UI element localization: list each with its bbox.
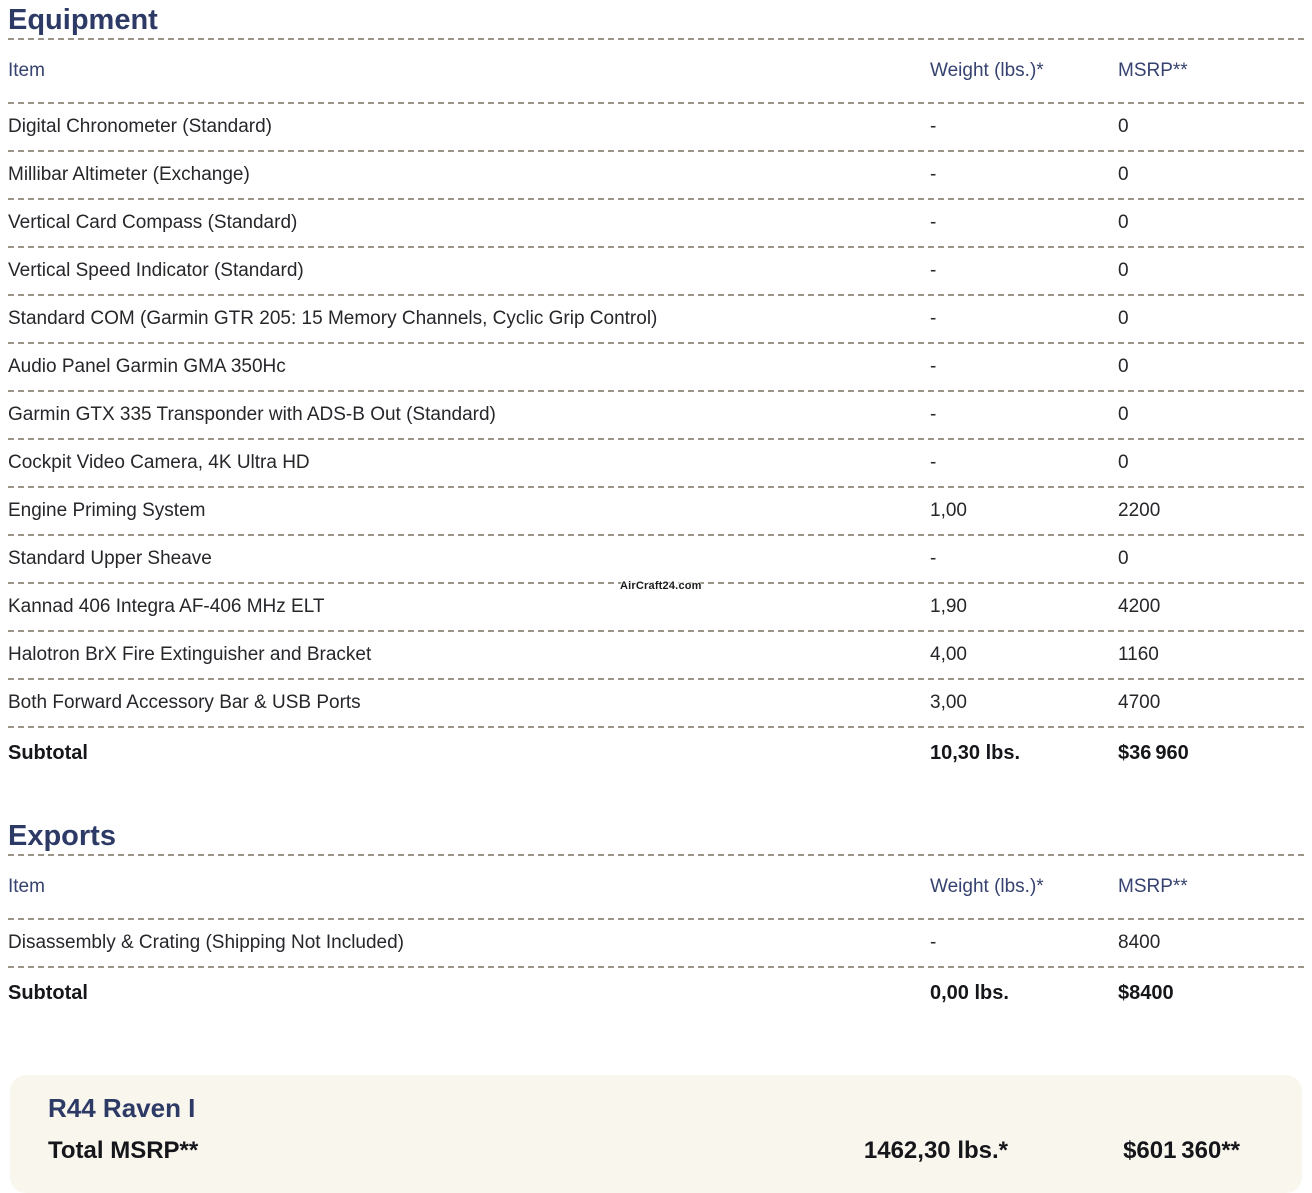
item-cell: Garmin GTX 335 Transponder with ADS-B Out (Standard)	[8, 404, 496, 425]
msrp-cell: 0	[1118, 164, 1129, 185]
equipment-subtotal-row	[8, 728, 1304, 778]
exports-table-header	[8, 856, 1304, 920]
subtotal-label: Subtotal	[8, 741, 88, 764]
item-cell: Vertical Speed Indicator (Standard)	[8, 260, 304, 281]
item-cell: Audio Panel Garmin GMA 350Hc	[8, 356, 286, 377]
msrp-cell: 0	[1118, 356, 1129, 377]
table-row	[8, 536, 1304, 584]
item-cell: Halotron BrX Fire Extinguisher and Bracket	[8, 644, 372, 665]
msrp-cell: 0	[1118, 452, 1129, 473]
weight-cell: 3,00	[930, 692, 967, 713]
item-cell: Engine Priming System	[8, 500, 206, 521]
weight-cell: -	[930, 404, 937, 425]
exports-subtotal-row	[8, 968, 1304, 1018]
weight-cell: -	[930, 932, 937, 953]
table-row	[8, 440, 1304, 488]
weight-cell: -	[930, 116, 937, 137]
total-weight-value: 1462,30 lbs.*	[863, 1137, 1008, 1164]
weight-cell: 4,00	[930, 644, 967, 665]
msrp-cell: 0	[1118, 116, 1129, 137]
msrp-cell: 8400	[1118, 932, 1161, 953]
subtotal-msrp: $8400	[1118, 981, 1174, 1004]
aircraft24-watermark: AirCraft24.com	[620, 580, 702, 592]
subtotal-msrp: $36 960	[1118, 741, 1189, 764]
column-header-msrp: MSRP**	[1118, 60, 1188, 81]
column-header-msrp: MSRP**	[1118, 876, 1188, 897]
exports-heading: Exports	[8, 816, 1304, 856]
weight-cell: 1,00	[930, 500, 967, 521]
table-row	[8, 152, 1304, 200]
table-row	[8, 920, 1304, 968]
table-row	[8, 200, 1304, 248]
item-cell: Millibar Altimeter (Exchange)	[8, 164, 250, 185]
table-row	[8, 296, 1304, 344]
subtotal-label: Subtotal	[8, 981, 88, 1004]
msrp-cell: 2200	[1118, 500, 1161, 521]
total-summary-card	[10, 1075, 1302, 1193]
weight-cell: -	[930, 212, 937, 233]
msrp-cell: 1160	[1118, 644, 1159, 665]
column-header-weight: Weight (lbs.)*	[930, 60, 1044, 81]
table-row	[8, 632, 1304, 680]
msrp-cell: 0	[1118, 404, 1129, 425]
exports-section	[8, 816, 1304, 1018]
total-msrp-row	[10, 1137, 1302, 1165]
item-cell: Digital Chronometer (Standard)	[8, 116, 273, 137]
msrp-cell: 0	[1118, 308, 1129, 329]
column-header-item: Item	[8, 60, 45, 81]
weight-cell: -	[930, 356, 937, 377]
weight-cell: -	[930, 452, 937, 473]
item-cell: Standard COM (Garmin GTR 205: 15 Memory Channels, Cyclic Grip Control)	[8, 308, 658, 329]
item-cell: Disassembly & Crating (Shipping Not Included)	[8, 932, 405, 953]
table-row	[8, 344, 1304, 392]
item-cell: Cockpit Video Camera, 4K Ultra HD	[8, 452, 310, 473]
item-cell: Kannad 406 Integra AF-406 MHz ELT	[8, 596, 325, 617]
item-cell: Both Forward Accessory Bar & USB Ports	[8, 692, 361, 713]
item-cell: Vertical Card Compass (Standard)	[8, 212, 298, 233]
weight-cell: -	[930, 164, 937, 185]
msrp-cell: 0	[1118, 548, 1129, 569]
equipment-table-header	[8, 40, 1304, 104]
weight-cell: -	[930, 260, 937, 281]
table-row	[8, 104, 1304, 152]
weight-cell: -	[930, 548, 937, 569]
column-header-weight: Weight (lbs.)*	[930, 876, 1044, 897]
msrp-cell: 0	[1118, 212, 1129, 233]
column-header-item: Item	[8, 876, 45, 897]
weight-cell: -	[930, 308, 937, 329]
msrp-cell: 4200	[1118, 596, 1161, 617]
total-msrp-label: Total MSRP**	[48, 1137, 199, 1164]
subtotal-weight: 10,30 lbs.	[930, 741, 1021, 764]
msrp-cell: 4700	[1118, 692, 1161, 713]
table-row	[8, 248, 1304, 296]
table-row	[8, 392, 1304, 440]
subtotal-weight: 0,00 lbs.	[930, 981, 1009, 1004]
table-row	[8, 680, 1304, 728]
equipment-heading: Equipment	[8, 0, 1304, 40]
model-name: R44 Raven I	[48, 1093, 196, 1123]
item-cell: Standard Upper Sheave	[8, 548, 212, 569]
msrp-cell: 0	[1118, 260, 1129, 281]
equipment-section	[8, 0, 1304, 778]
weight-cell: 1,90	[930, 596, 967, 617]
total-msrp-value: $601 360**	[1123, 1137, 1240, 1164]
table-row	[8, 488, 1304, 536]
